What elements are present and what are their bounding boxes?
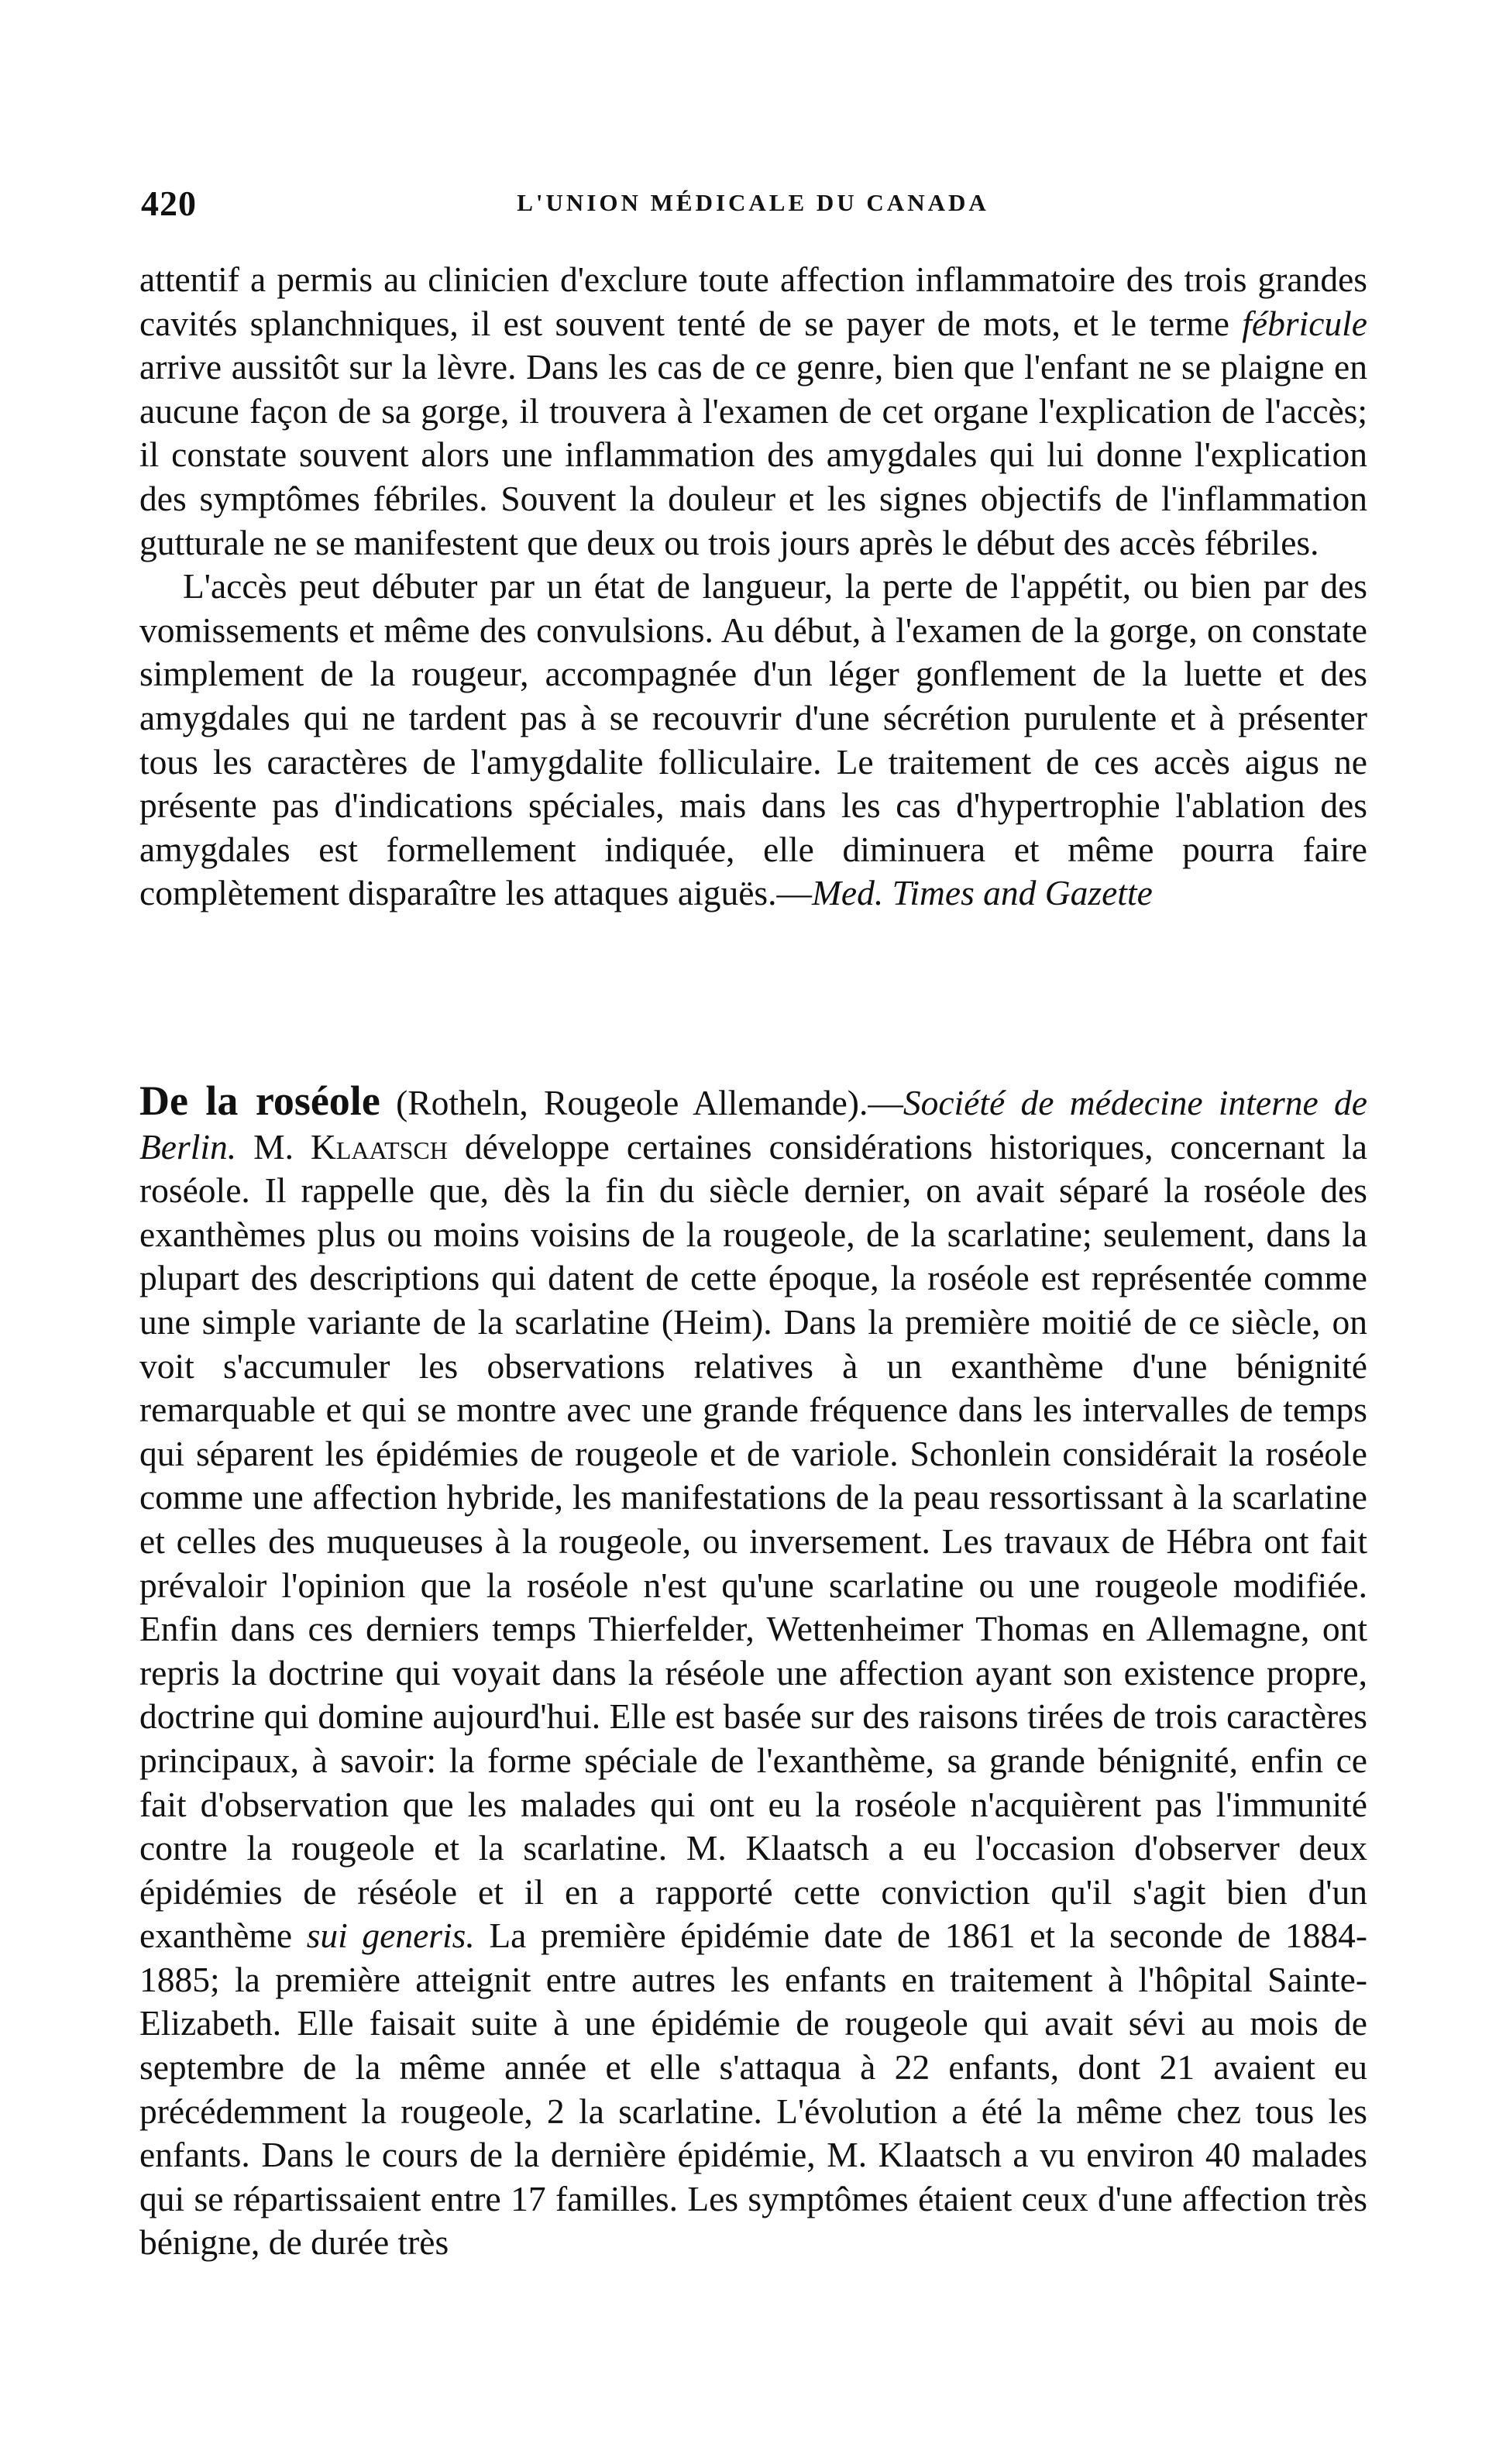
article-amygdalite bbox=[139, 258, 1367, 916]
paragraph bbox=[139, 565, 1367, 916]
text-run: M. bbox=[236, 1126, 311, 1167]
author-name: Klaatsch bbox=[311, 1126, 448, 1167]
article-roseole bbox=[139, 1079, 1367, 2265]
text-run: développe certaines considérations historiques, concernant la roséole. Il rappelle que, dès la fin du siècle dernier, on avait séparé la roséole des exanthèmes plus ou moins voisins de la rougeole, de la scarlatine; seulement, dans la plupart des descriptions qui datent de cette époque, la roséole est représentée comme une simple variante de la scarlatine (Heim). Dans la première moitié de ce siècle, on voit s'accumuler les observations relatives à un exanthème d'une bénignité remarquable et qui se montre avec une grande fréquence dans les intervalles de temps qui séparent les épidémies de rougeole et de variole. Schonlein considérait la roséole comme une affection hybride, les manifestations de la peau ressortissant à la scarlatine et celles des muqueuses à la rougeole, ou inversement. Les travaux de Hébra ont fait prévaloir l'opinion que la roséole n'est qu'une scarlatine ou une rougeole modifiée. Enfin dans ces derniers temps Thierfelder, Wettenheimer Thomas en Allemagne, ont repris la doctrine qui voyait dans la réséole une affection ayant son existence propre, doctrine qui domine aujourd'hui. Elle est basée sur des raisons tirées de trois caractères principaux, à savoir: la forme spéciale de l'exanthème, sa grande bénignité, enfin ce fait d'observation que les malades qui ont eu la roséole n'acquièrent pas l'immunité contre la rougeole et la scarlatine. M. Klaatsch a eu l'occasion d'observer deux épidémies de réséole et il en a rapporté cette conviction qu'il s'agit bien d'un exanthème bbox=[139, 1126, 1367, 1956]
society-name: Société de médecine interne de Berlin. bbox=[139, 1083, 1367, 1167]
text-run: attentif a permis au clinicien d'exclure toute affection inflammatoire des trois grandes cavités splanchniques, il est souvent tenté de se payer de mots, et le terme bbox=[139, 259, 1367, 343]
text-run: L'accès peut débuter par un état de langueur, la perte de l'appétit, ou bien par des vomissements et même des convulsions. Au début, à l'examen de la gorge, on constate simplement de la rougeur, accompagnée d'un léger gonflement de la luette et des amygdales qui ne tardent pas à se recouvrir d'une sécrétion purulente et à présenter tous les caractères de l'amygdalite folliculaire. Le traitement de ces accès aigus ne présente pas d'indications spéciales, mais dans les cas d'hypertrophie l'ablation des amygdales est formellement indiquée, elle diminuera et même pourra faire complètement disparaître les attaques aiguës.— bbox=[139, 566, 1367, 913]
page-number: 420 bbox=[141, 184, 197, 223]
text-run: La première épidémie date de 1861 et la seconde de 1884-1885; la première atteignit entre autres les enfants en traitement à l'hôpital Sainte-Elizabeth. Elle faisait suite à une épidémie de rougeole qui avait sévi au mois de septembre de la même année et elle s'attaqua à 22 enfants, dont 21 avaient eu précédemment la rougeole, 2 la scarlatine. L'évolution a été la même chez tous les enfants. Dans le cours de la dernière épidémie, M. Klaatsch a vu environ 40 malades qui se répartissaient entre 17 familles. Les symptômes étaient ceux d'une affection très bénigne, de durée très bbox=[139, 1916, 1367, 2263]
running-title: L'UNION MÉDICALE DU CANADA bbox=[517, 189, 989, 216]
paragraph bbox=[139, 1079, 1367, 2265]
page-header bbox=[141, 183, 1365, 229]
text-run: arrive aussitôt sur la lèvre. Dans les cas de ce genre, bien que l'enfant ne se plaigne en aucune façon de sa gorge, il trouvera à l'examen de cet organe l'explication de l'accès; il constate souvent alors une inflammation des amygdales qui lui donne l'explication des symptômes fébriles. Souvent la douleur et les signes objectifs de l'inflammation gutturale ne se manifestent que deux ou trois jours après le début des accès fébriles. bbox=[139, 347, 1367, 562]
italic-term: sui generis. bbox=[306, 1916, 475, 1956]
paragraph bbox=[139, 258, 1367, 565]
article-heading: De la roséole bbox=[139, 1077, 380, 1124]
source-citation: Med. Times and Gazette bbox=[812, 873, 1153, 913]
italic-term: fébricule bbox=[1242, 303, 1367, 343]
text-run: (Rotheln, Rougeole Allemande).— bbox=[380, 1083, 903, 1122]
